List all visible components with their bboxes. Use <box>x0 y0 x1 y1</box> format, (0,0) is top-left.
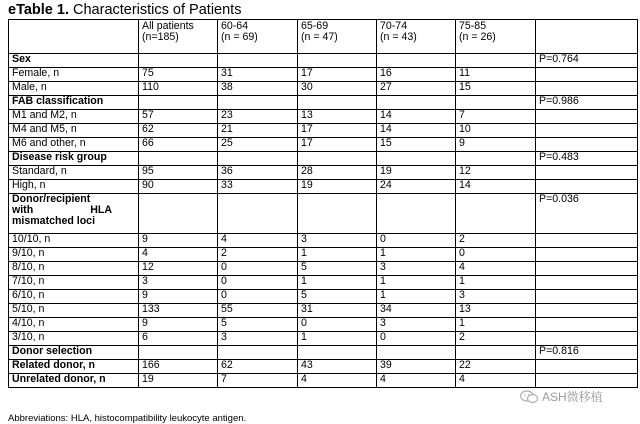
table-row: 7/10, n 3 0 1 1 1 <box>9 276 638 290</box>
header-cell-p <box>536 20 638 54</box>
row-label: M4 and M5, n <box>9 124 139 138</box>
table-row: 6/10, n 9 0 5 1 3 <box>9 290 638 304</box>
header-cell-blank <box>9 20 139 54</box>
row-label: 7/10, n <box>9 276 139 290</box>
table-row: M6 and other, n 66 25 17 15 9 <box>9 138 638 152</box>
section-label: Donor/recipient with HLA mismatched loci <box>9 194 139 234</box>
footnote: Abbreviations: HLA, histocompatibility leukocyte antigen. <box>8 413 247 424</box>
p-value: P=0.764 <box>536 54 638 68</box>
row-label: Unrelated donor, n <box>9 374 139 388</box>
table-row: 3/10, n 6 3 1 0 2 <box>9 332 638 346</box>
row-label: 4/10, n <box>9 318 139 332</box>
row-label: 5/10, n <box>9 304 139 318</box>
table-row: 9/10, n 4 2 1 1 0 <box>9 248 638 262</box>
p-value: P=0.816 <box>536 346 638 360</box>
table-row: M4 and M5, n 62 21 17 14 10 <box>9 124 638 138</box>
table-row: Related donor, n 166 62 43 39 22 <box>9 360 638 374</box>
table-row: Unrelated donor, n 19 7 4 4 4 <box>9 374 638 388</box>
header-cell-60-64: 60-64 (n = 69) <box>218 20 298 54</box>
row-label: Related donor, n <box>9 360 139 374</box>
table-label: eTable 1. <box>8 2 69 18</box>
row-label: Male, n <box>9 82 139 96</box>
section-row <box>9 194 638 234</box>
section-label: Sex <box>9 54 139 68</box>
chat-bubble-icon <box>520 390 538 404</box>
section-label: FAB classification <box>9 96 139 110</box>
table-title <box>8 1 241 19</box>
watermark <box>520 390 603 404</box>
table-row: 4/10, n 9 5 0 3 1 <box>9 318 638 332</box>
header-cell-all: All patients (n=185) <box>139 20 218 54</box>
row-label: M1 and M2, n <box>9 110 139 124</box>
header-cell-75-85: 75-85 (n = 26) <box>456 20 536 54</box>
section-row <box>9 346 638 360</box>
table-row: M1 and M2, n 57 23 13 14 7 <box>9 110 638 124</box>
table-row: High, n 90 33 19 24 14 <box>9 180 638 194</box>
row-label: 8/10, n <box>9 262 139 276</box>
row-label: M6 and other, n <box>9 138 139 152</box>
p-value: P=0.483 <box>536 152 638 166</box>
table-row: Male, n 110 38 30 27 15 <box>9 82 638 96</box>
row-label: Female, n <box>9 68 139 82</box>
section-row <box>9 152 638 166</box>
header-cell-65-69: 65-69 (n = 47) <box>298 20 377 54</box>
row-label: High, n <box>9 180 139 194</box>
section-label: Donor selection <box>9 346 139 360</box>
row-label: Standard, n <box>9 166 139 180</box>
characteristics-table <box>8 19 638 388</box>
p-value: P=0.986 <box>536 96 638 110</box>
row-label: 9/10, n <box>9 248 139 262</box>
table-caption: Characteristics of Patients <box>73 2 242 18</box>
table-row: 10/10, n 9 4 3 0 2 <box>9 234 638 248</box>
watermark-text: ASH微移植 <box>542 390 603 404</box>
row-label: 3/10, n <box>9 332 139 346</box>
table-row: Female, n 75 31 17 16 11 <box>9 68 638 82</box>
table-row: 8/10, n 12 0 5 3 4 <box>9 262 638 276</box>
section-row <box>9 96 638 110</box>
header-row <box>9 20 638 54</box>
section-row <box>9 54 638 68</box>
table-row: 5/10, n 133 55 31 34 13 <box>9 304 638 318</box>
header-cell-70-74: 70-74 (n = 43) <box>377 20 456 54</box>
row-label: 10/10, n <box>9 234 139 248</box>
p-value: P=0.036 <box>536 194 638 234</box>
table-row: Standard, n 95 36 28 19 12 <box>9 166 638 180</box>
section-label: Disease risk group <box>9 152 139 166</box>
row-label: 6/10, n <box>9 290 139 304</box>
